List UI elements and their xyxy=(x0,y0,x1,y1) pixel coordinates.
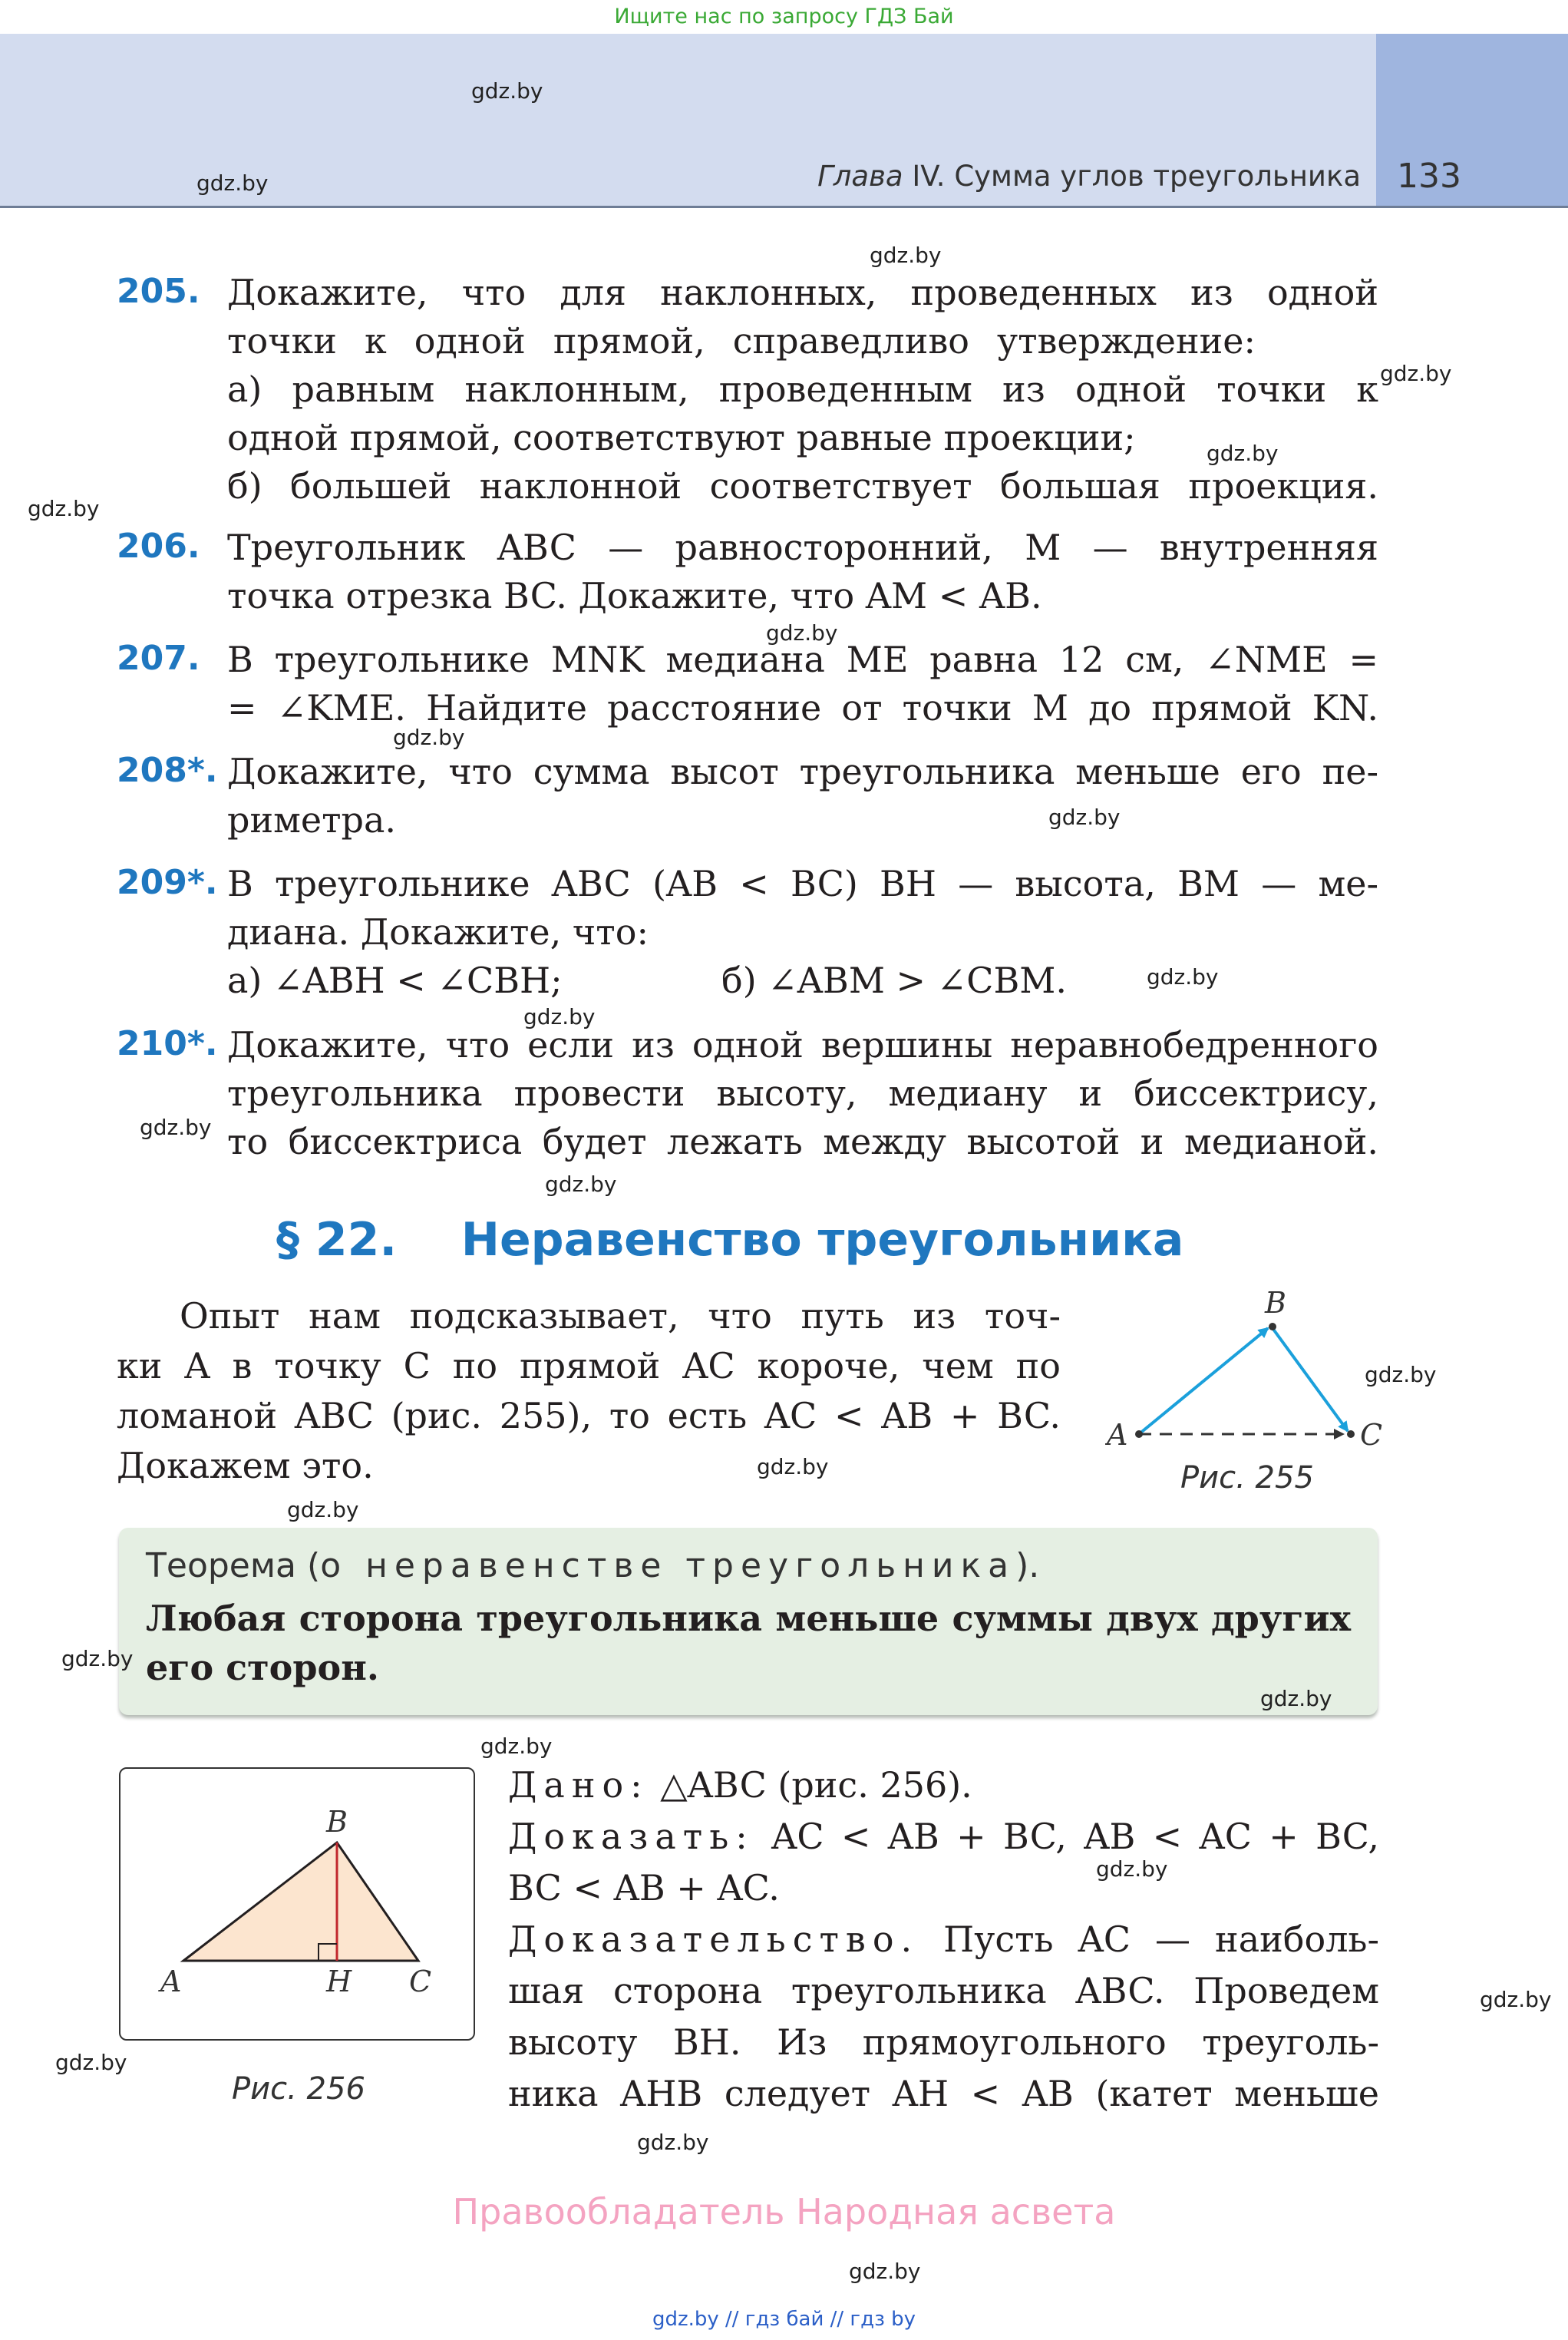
section-title xyxy=(276,1213,1183,1267)
figure-255-caption: Рис. 255 xyxy=(1180,1460,1314,1496)
footer-links[interactable]: gdz.by // гдз бай // гдз by xyxy=(652,2308,916,2331)
prove-label: Доказать: xyxy=(508,1816,754,1857)
fig256-triangle xyxy=(183,1843,418,1961)
theorem-paren-close: ). xyxy=(1015,1546,1040,1585)
watermark: gdz.by xyxy=(766,620,838,646)
watermark: gdz.by xyxy=(1147,964,1219,990)
problem-206-line-1: Треугольник ABC — равносторонний, M — внутренняя xyxy=(227,527,1378,568)
problem-208-line-1: Докажите, что сумма высот треугольника меньше его пе- xyxy=(227,751,1378,792)
problem-209-part-a: а) ∠ABH < ∠CBH; xyxy=(227,960,563,1001)
prove-text: AC < AB + BC, AB < AC + BC, xyxy=(754,1816,1379,1857)
problem-209-line-2: диана. Докажите, что: xyxy=(227,911,649,953)
fig255-label-a: A xyxy=(1107,1418,1128,1452)
proof-given xyxy=(508,1760,1379,1811)
proof-line-1 xyxy=(508,1914,1379,1965)
watermark: gdz.by xyxy=(1380,361,1452,386)
top-banner[interactable]: Ищите нас по запросу ГДЗ Бай xyxy=(614,5,954,28)
watermark: gdz.by xyxy=(28,496,100,521)
problem-210-number: 210*. xyxy=(117,1024,218,1063)
watermark: gdz.by xyxy=(480,1734,553,1759)
intro-line-2: ки A в точку C по прямой AC короче, чем по xyxy=(117,1345,1061,1386)
problem-208-number: 208*. xyxy=(117,751,218,790)
fig256-label-c: C xyxy=(409,1965,432,1998)
fig255-point-b xyxy=(1269,1323,1276,1330)
intro-line-4: Докажем это. xyxy=(117,1445,374,1486)
theorem-line-2: его сторон. xyxy=(146,1647,379,1688)
watermark: gdz.by xyxy=(140,1115,212,1140)
fig256-label-a: A xyxy=(160,1965,182,1998)
proof-block xyxy=(508,1760,1379,2120)
copyright-notice: Правообладатель Народная асвета xyxy=(452,2191,1116,2233)
problem-210-line-1: Докажите, что если из одной вершины неравнобедренного xyxy=(227,1024,1378,1066)
watermark: gdz.by xyxy=(393,725,465,750)
intro-paragraph xyxy=(117,1291,1061,1491)
watermark: gdz.by xyxy=(287,1497,359,1522)
watermark: gdz.by xyxy=(1260,1686,1332,1711)
problem-205-line-4: одной прямой, соответствуют равные проекции; xyxy=(227,417,1136,458)
proof-line-4: ника AHB следует AH < AB (катет меньше xyxy=(508,2073,1379,2114)
problem-209-number: 209*. xyxy=(117,863,218,902)
watermark: gdz.by xyxy=(545,1172,617,1197)
header-rule xyxy=(0,206,1568,208)
watermark: gdz.by xyxy=(1048,805,1121,830)
problem-210-line-2: треугольника провести высоту, медиану и биссектрису, xyxy=(227,1072,1378,1114)
problem-205-line-5: б) большей наклонной соответствует большая проекция. xyxy=(227,465,1378,507)
figure-255 xyxy=(1105,1274,1397,1474)
watermark: gdz.by xyxy=(870,243,942,268)
problem-207-text xyxy=(227,636,1378,732)
watermark: gdz.by xyxy=(61,1646,134,1671)
problem-210-text xyxy=(227,1021,1378,1166)
proof-label: Доказательство. xyxy=(508,1919,919,1960)
chapter-title xyxy=(817,160,1361,193)
fig255-point-c xyxy=(1347,1430,1355,1438)
fig255-point-a xyxy=(1135,1430,1143,1438)
watermark: gdz.by xyxy=(471,78,543,104)
section-name: Неравенство треугольника xyxy=(460,1213,1184,1267)
section-number: § 22. xyxy=(276,1213,398,1267)
watermark: gdz.by xyxy=(55,2050,127,2075)
fig255-label-c: C xyxy=(1360,1418,1383,1452)
theorem-title xyxy=(146,1546,1039,1585)
proof-line-2: шая сторона треугольника ABC. Проведем xyxy=(508,1970,1379,2011)
theorem-paren-open: ( xyxy=(296,1546,321,1585)
problem-208-line-2: риметра. xyxy=(227,799,397,841)
watermark: gdz.by xyxy=(523,1004,596,1030)
watermark: gdz.by xyxy=(1207,441,1279,466)
fig255-segment-bc xyxy=(1273,1328,1348,1431)
fig256-label-b: B xyxy=(326,1805,348,1839)
problem-210-line-3: то биссектриса будет лежать между высотой и медианой. xyxy=(227,1121,1378,1162)
proof-line-1-rest: Пусть AC — наиболь- xyxy=(919,1919,1379,1960)
chapter-name: IV. Сумма углов треугольника xyxy=(903,160,1361,193)
watermark: gdz.by xyxy=(849,2259,921,2284)
proof-prove xyxy=(508,1811,1379,1862)
problem-205-text xyxy=(227,269,1378,511)
watermark: gdz.by xyxy=(757,1454,829,1479)
theorem-line-1: Любая сторона треугольника меньше суммы двух других xyxy=(146,1598,1351,1639)
problem-205-line-1: Докажите, что для наклонных, проведенных из одной xyxy=(227,272,1378,313)
watermark: gdz.by xyxy=(1365,1362,1437,1387)
fig255-label-b: B xyxy=(1265,1286,1286,1320)
intro-line-3: ломаной ABC (рис. 255), то есть AC < AB + BC. xyxy=(117,1395,1061,1436)
given-text: △ABC (рис. 256). xyxy=(649,1764,972,1806)
figure-256 xyxy=(120,1769,474,2039)
problem-205-line-2: точки к одной прямой, справедливо утверждение: xyxy=(227,320,1256,362)
watermark: gdz.by xyxy=(637,2130,709,2155)
figure-256-caption: Рис. 256 xyxy=(232,2071,365,2107)
problem-208-text xyxy=(227,748,1378,844)
problem-209-part-b: б) ∠ABM > ∠CBM. xyxy=(721,960,1067,1001)
problem-206-number: 206. xyxy=(117,527,200,566)
problem-206-text xyxy=(227,524,1378,620)
problem-207-number: 207. xyxy=(117,639,200,678)
intro-line-1: Опыт нам подсказывает, что путь из точ- xyxy=(180,1295,1061,1337)
proof-prove-2: BC < AB + AC. xyxy=(508,1867,780,1909)
page-number: 133 xyxy=(1397,157,1461,196)
fig255-segment-ab xyxy=(1139,1328,1268,1434)
problem-205-line-3: а) равным наклонным, проведенным из одной точки к xyxy=(227,369,1378,410)
watermark: gdz.by xyxy=(1480,1987,1552,2012)
fig256-label-h: H xyxy=(326,1965,352,1998)
chapter-prefix: Глава xyxy=(817,160,903,193)
watermark: gdz.by xyxy=(1096,1856,1168,1882)
watermark: gdz.by xyxy=(196,170,269,196)
theorem-word: Теорема xyxy=(146,1546,297,1585)
theorem-statement xyxy=(146,1594,1351,1692)
problem-207-line-2: = ∠KME. Найдите расстояние от точки M до прямой KN. xyxy=(227,687,1378,729)
proof-line-3: высоту BH. Из прямоугольного треуголь- xyxy=(508,2021,1379,2063)
problem-206-line-2: точка отрезка BC. Докажите, что AM < AB. xyxy=(227,575,1042,616)
theorem-name: о неравенстве треугольника xyxy=(320,1546,1016,1585)
problem-207-line-1: В треугольнике MNK медиана ME равна 12 см, ∠NME = xyxy=(227,639,1378,680)
problem-209-line-1: В треугольнике ABC (AB < BC) BH — высота, BM — ме- xyxy=(227,863,1378,904)
given-label: Дано: xyxy=(508,1764,649,1806)
problem-205-number: 205. xyxy=(117,272,200,311)
